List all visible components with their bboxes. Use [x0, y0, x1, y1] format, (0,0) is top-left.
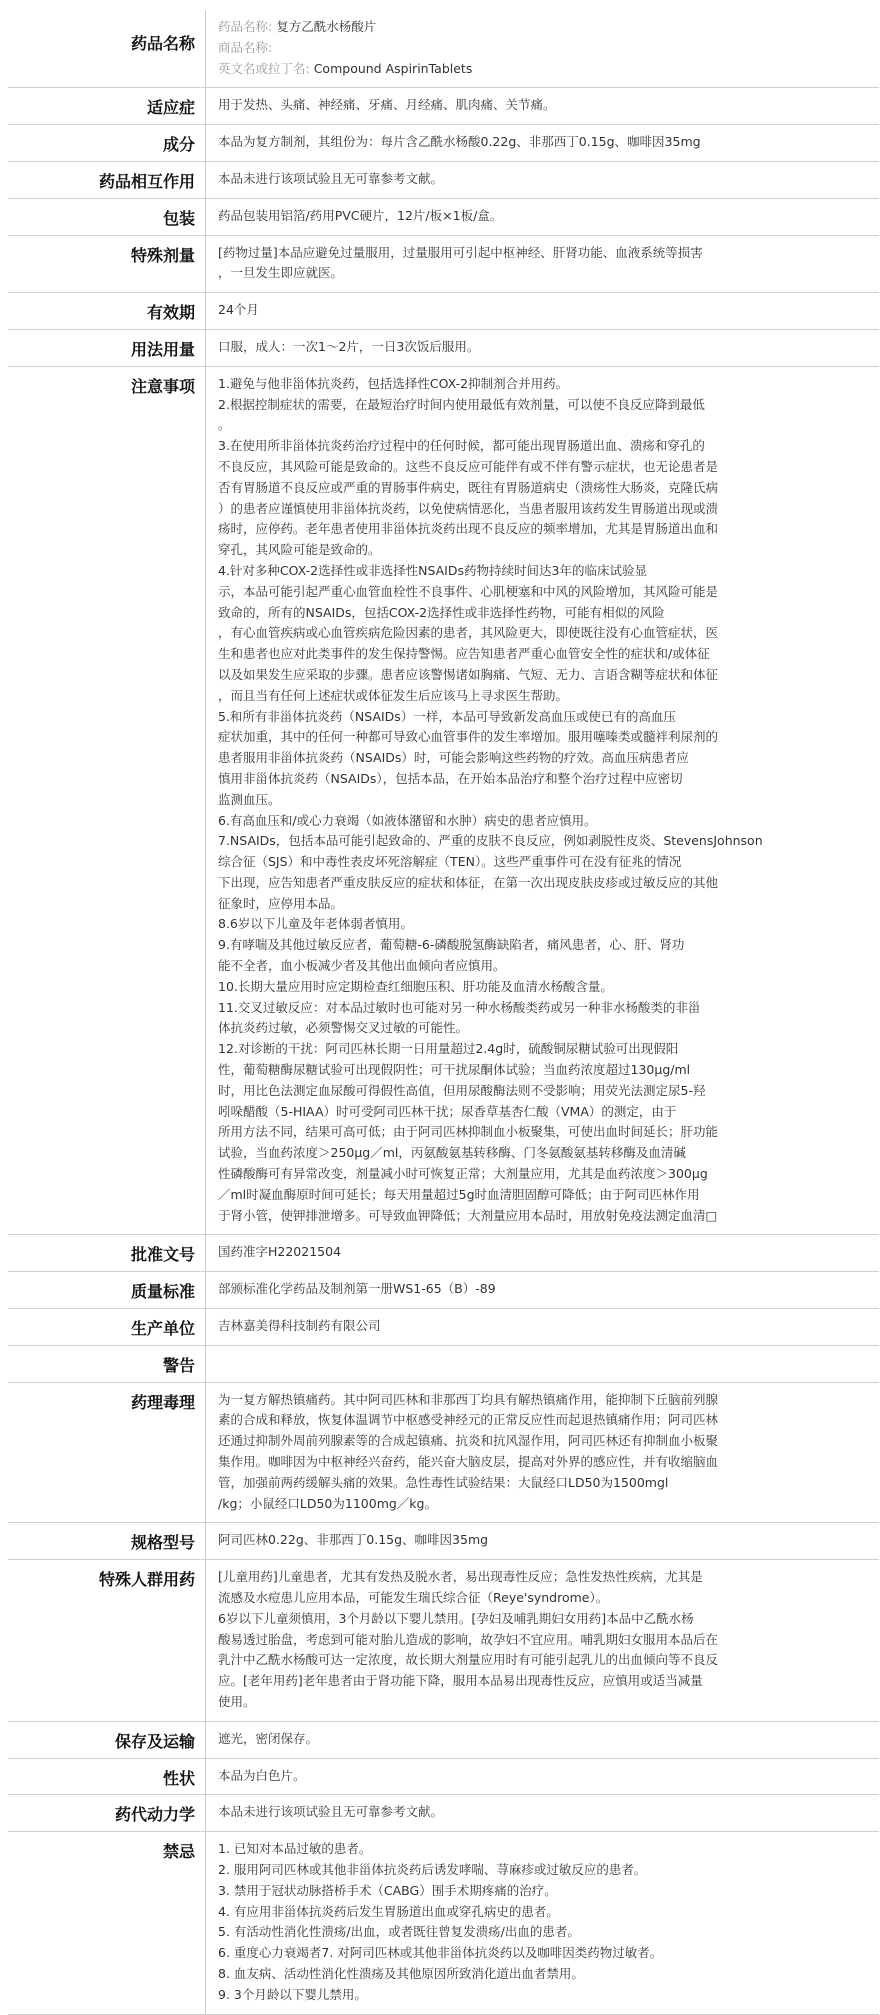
- row-value: [206, 1382, 880, 1523]
- english-name-line: [218, 59, 867, 80]
- row-value-line: 用于发热、头痛、神经痛、牙痛、月经痛、肌肉痛、关节痛。: [218, 97, 556, 113]
- spec-row: [8, 125, 879, 162]
- row-label: 保存及运输: [8, 1721, 206, 1758]
- row-value-line: 否有胃肠道不良反应或严重的胃肠事件病史，既往有胃肠道病史（溃疡性大肠炎，克隆氏病: [218, 479, 719, 495]
- row-value-line: 6. 重度心力衰竭者7. 对阿司匹林或其他非甾体抗炎药以及咖啡因类药物过敏者。: [218, 1945, 663, 1961]
- row-label: 药代动力学: [8, 1795, 206, 1832]
- row-value-line: 流感及水痘患儿应用本品，可能发生瑞氏综合征（Reye'syndrome）。: [218, 1590, 609, 1605]
- spec-row: [8, 1758, 879, 1795]
- row-value-line: 示，本品可能引起严重心血管血栓性不良事件、心肌梗塞和中风的风险增加，其风险可能是: [218, 583, 719, 599]
- row-value-line: 5. 有活动性消化性溃疡/出血，或者既往曾复发溃疡/出血的患者。: [218, 1924, 580, 1940]
- row-value-line: ，而且当有任何上述症状或体征发生后应该马上寻求医生帮助。: [218, 687, 569, 703]
- spec-row: [8, 88, 879, 125]
- row-value-line: 酸易透过胎盘，考虑到可能对胎儿造成的影响，故孕妇不宜应用。哺乳期妇女服用本品后在: [218, 1631, 719, 1647]
- row-value-line: 所用方法不同，结果可高可低；由于阿司匹林抑制血小板聚集，可使出血时间延长；肝功能: [218, 1124, 719, 1140]
- spec-row: [8, 1832, 879, 2014]
- row-label: 用法用量: [8, 329, 206, 366]
- row-value-line: 患者服用非甾体抗炎药（NSAIDs）时，可能会影响这些药物的疗效。高血压病患者应: [218, 750, 689, 766]
- spec-row: [8, 235, 879, 293]
- row-label: 特殊人群用药: [8, 1560, 206, 1722]
- row-label: 有效期: [8, 293, 206, 330]
- spec-row: [8, 1795, 879, 1832]
- row-drug-name: [8, 10, 879, 88]
- row-value-line: 于肾小管，使钾排泄增多。可导致血钾降低；大剂量应用本品时，用放射免疫法测定血清□: [218, 1207, 718, 1223]
- row-value-line: 疡时，应停药。老年患者使用非甾体抗炎药出现不良反应的频率增加，尤其是胃肠道出血和: [218, 521, 719, 537]
- row-label: 药理毒理: [8, 1382, 206, 1523]
- row-value-line: 12.对诊断的干扰：阿司匹林长期一日用量超过2.4g时，硫酸铜尿糖试验可出现假阳: [218, 1041, 679, 1057]
- row-value-line: /kg；小鼠经口LD50为1100mg／kg。: [218, 1495, 437, 1511]
- spec-row: [8, 1309, 879, 1346]
- row-value-line: 8. 血友病、活动性消化性溃疡及其他原因所致消化道出血者禁用。: [218, 1965, 584, 1981]
- spec-row: [8, 366, 879, 1235]
- row-value-line: 1.避免与他非甾体抗炎药，包括选择性COX-2抑制剂合并用药。: [218, 375, 569, 391]
- row-value: [206, 198, 880, 235]
- spec-row: [8, 1272, 879, 1309]
- row-label: 药品相互作用: [8, 161, 206, 198]
- row-value-line: 药品包装用铝箔/药用PVC硬片，12片/板×1板/盒。: [218, 207, 503, 223]
- row-value-line: 2. 服用阿司匹林或其他非甾体抗炎药后诱发哮喘、荨麻疹或过敏反应的患者。: [218, 1861, 647, 1877]
- spec-row: [8, 1560, 879, 1722]
- row-value-line: [药物过量]本品应避免过量服用，过量服用可引起中枢神经、肝肾功能、血液系统等损害: [218, 244, 703, 260]
- row-value-line: 本品未进行该项试验且无可靠参考文献。: [218, 170, 444, 186]
- row-value-line: 7.NSAIDs，包括本品可能引起致命的、严重的皮肤不良反应，例如剥脱性皮炎、StevensJohnson: [218, 833, 763, 849]
- row-value: [206, 1345, 880, 1382]
- row-value-line: 5.和所有非甾体抗炎药（NSAIDs）一样，本品可导致新发高血压或使已有的高血压: [218, 708, 676, 724]
- row-value: [206, 1758, 880, 1795]
- row-value-line: 24个月: [218, 302, 259, 318]
- row-value-line: 本品为复方制剂，其组份为：每片含乙酰水杨酸0.22g、非那西丁0.15g、咖啡因35mg: [218, 134, 701, 150]
- row-value-line: 致命的，所有的NSAIDs，包括COX-2选择性或非选择性药物，可能有相似的风险: [218, 604, 665, 620]
- row-value-line: 征象时，应停用本品。: [218, 895, 344, 911]
- row-label: 质量标准: [8, 1272, 206, 1309]
- row-value: [206, 1721, 880, 1758]
- row-value-line: 症状加重，其中的任何一种都可导致心血管事件的发生率增加。服用噻嗪类或髓袢利尿剂的: [218, 729, 719, 745]
- row-value-line: 遮光，密闭保存。: [218, 1730, 319, 1746]
- row-value: [206, 293, 880, 330]
- row-value-line: 部颁标准化学药品及制剂第一册WS1-65（B）-89: [218, 1281, 496, 1297]
- row-value-line: 3. 禁用于冠状动脉搭桥手术（CABG）围手术期疼痛的治疗。: [218, 1882, 557, 1898]
- trade-name-line: [218, 38, 867, 59]
- row-value: [206, 1832, 880, 2014]
- row-value-line: 管，加强前两药缓解头痛的效果。急性毒性试验结果：大鼠经口LD50为1500mgl: [218, 1474, 669, 1490]
- row-label: 适应症: [8, 88, 206, 125]
- row-label: 包装: [8, 198, 206, 235]
- row-label: 禁忌: [8, 1832, 206, 2014]
- english-name-label: 英文名或拉丁名:: [218, 60, 310, 76]
- row-value-line: 为一复方解热镇痛药。其中阿司匹林和非那西丁均具有解热镇痛作用，能抑制下丘脑前列腺: [218, 1391, 719, 1407]
- row-label: 规格型号: [8, 1523, 206, 1560]
- row-value-line: 使用。: [218, 1693, 256, 1709]
- row-value-line: 6岁以下儿童须慎用，3个月龄以下婴儿禁用。[孕妇及哺乳期妇女用药]本品中乙酰水杨: [218, 1610, 694, 1626]
- row-value-line: 综合征（SJS）和中毒性表皮坏死溶解症（TEN）。这些严重事件可在没有征兆的情况: [218, 854, 682, 870]
- row-value: [206, 10, 880, 88]
- row-value-line: 10.长期大量应用时应定期检查红细胞压积、肝功能及血清水杨酸含量。: [218, 978, 613, 994]
- row-value: [206, 235, 880, 293]
- row-value-line: 生和患者也应对此类事件的发生保持警惕。应告知患者严重心血管安全性的症状和/或体征: [218, 646, 710, 662]
- row-value-line: 9.有哮喘及其他过敏反应者，葡萄糖-6-磷酸脱氢酶缺陷者，痛风患者，心、肝、肾功: [218, 937, 685, 953]
- spec-row: [8, 1345, 879, 1382]
- drug-spec-table: [8, 10, 879, 2015]
- row-value-line: 4. 有应用非甾体抗炎药后发生胃肠道出血或穿孔病史的患者。: [218, 1903, 559, 1919]
- row-value-line: 国药准字H22021504: [218, 1244, 342, 1260]
- row-value-line: 乳汁中乙酰水杨酸可达一定浓度，故长期大剂量应用时有可能引起乳儿的出血倾向等不良反: [218, 1652, 719, 1668]
- row-value: [206, 1235, 880, 1272]
- row-value-line: 11.交叉过敏反应：对本品过敏时也可能对另一种水杨酸类药或另一种非水杨酸类的非甾: [218, 999, 701, 1015]
- row-value-line: 4.针对多种COX-2选择性或非选择性NSAIDs药物持续时间达3年的临床试验显: [218, 562, 647, 578]
- row-value: [206, 329, 880, 366]
- row-value-line: [儿童用药]儿童患者，尤其有发热及脱水者，易出现毒性反应；急性发热性疾病，尤其是: [218, 1569, 703, 1585]
- row-label: 警告: [8, 1345, 206, 1382]
- spec-row: [8, 198, 879, 235]
- row-value-line: 体抗炎药过敏，必须警惕交叉过敏的可能性。: [218, 1020, 469, 1036]
- row-value-line: 9. 3个月龄以下婴儿禁用。: [218, 1986, 367, 2002]
- row-value-line: ，有心血管疾病或心血管疾病危险因素的患者，其风险更大，即使既往没有心血管症状，医: [218, 625, 719, 641]
- row-value: [206, 88, 880, 125]
- row-value-line: 本品为白色片。: [218, 1767, 306, 1783]
- spec-row: [8, 1235, 879, 1272]
- generic-name-label: 药品名称:: [218, 19, 273, 34]
- trade-name-label: 商品名称:: [218, 39, 273, 55]
- row-value-line: ，一旦发生即应就医。: [218, 265, 344, 281]
- row-value-line: 阿司匹林0.22g、非那西丁0.15g、咖啡因35mg: [218, 1532, 489, 1548]
- row-value: [206, 125, 880, 162]
- row-value: [206, 1795, 880, 1832]
- row-value-line: 吲哚醋酸（5-HIAA）时可受阿司匹林干扰；尿香草基杏仁酸（VMA）的测定，由于: [218, 1103, 677, 1119]
- spec-row: [8, 161, 879, 198]
- row-value: [206, 1560, 880, 1722]
- row-value-line: 慎用非甾体抗炎药（NSAIDs），包括本品，在开始本品治疗和整个治疗过程中应密切: [218, 770, 683, 786]
- spec-row: [8, 1523, 879, 1560]
- row-value-line: 本品未进行该项试验且无可靠参考文献。: [218, 1804, 444, 1820]
- row-label: 药品名称: [8, 10, 206, 88]
- row-value-line: 。: [218, 417, 231, 433]
- row-value-line: 集作用。咖啡因为中枢神经兴奋药，能兴奋大脑皮层，提高对外界的感应性，并有收缩脑血: [218, 1454, 719, 1470]
- row-value-line: 试验，当血药浓度＞250μg／ml，丙氨酸氨基转移酶、门冬氨酸氨基转移酶及血清碱: [218, 1145, 686, 1161]
- row-value: [206, 1523, 880, 1560]
- row-value-line: 吉林嘉美得科技制药有限公司: [218, 1318, 381, 1334]
- spec-row: [8, 1382, 879, 1523]
- row-value-line: 性磷酸酶可有异常改变，剂量减小时可恢复正常；大剂量应用，尤其是血药浓度＞300μg: [218, 1166, 708, 1182]
- row-value-line: 以及如果发生应采取的步骤。患者应该警惕诸如胸痛、气短、无力、言语含糊等症状和体征: [218, 666, 719, 682]
- row-label: 注意事项: [8, 366, 206, 1235]
- row-label: 生产单位: [8, 1309, 206, 1346]
- row-value-line: ）的患者应谨慎使用非甾体抗炎药，以免使病情恶化，当患者服用该药发生胃肠道出现或溃: [218, 500, 719, 516]
- row-value-line: 6.有高血压和/或心力衰竭（如液体潴留和水肿）病史的患者应慎用。: [218, 812, 597, 828]
- row-value-line: 应。[老年用药]老年患者由于肾功能下降，服用本品易出现毒性反应，应慎用或适当减量: [218, 1673, 703, 1689]
- row-value-line: 能不全者，血小板减少者及其他出血倾向者应慎用。: [218, 958, 506, 974]
- row-value-line: 性，葡萄糖酶尿糖试验可出现假阴性；可干扰尿酮体试验；当血药浓度超过130μg/ml: [218, 1062, 691, 1078]
- row-label: 成分: [8, 125, 206, 162]
- row-label: 特殊剂量: [8, 235, 206, 293]
- spec-row: [8, 293, 879, 330]
- spec-row: [8, 329, 879, 366]
- generic-name-value: 复方乙酰水杨酸片: [276, 19, 377, 34]
- row-value-line: 1. 已知对本品过敏的患者。: [218, 1841, 372, 1857]
- row-value-line: 不良反应，其风险可能是致命的。这些不良反应可能伴有或不伴有警示症状，也无论患者是: [218, 458, 719, 474]
- spec-row: [8, 1721, 879, 1758]
- row-value-line: 3.在使用所非甾体抗炎药治疗过程中的任何时候，都可能出现胃肠道出血、溃疡和穿孔的: [218, 438, 705, 454]
- row-value-line: 监测血压。: [218, 791, 281, 807]
- row-value-line: ／ml时凝血酶原时间可延长；每天用量超过5g时血清胆固醇可降低；由于阿司匹林作用: [218, 1186, 700, 1202]
- english-name-value: Compound AspirinTablets: [313, 60, 473, 76]
- row-value-line: 2.根据控制症状的需要，在最短治疗时间内使用最低有效剂量，可以使不良反应降到最低: [218, 396, 705, 412]
- row-value: [206, 1272, 880, 1309]
- row-value: [206, 366, 880, 1235]
- row-value-line: 时，用比色法测定血尿酸可得假性高值，但用尿酸酶法则不受影响；用荧光法测定尿5-羟: [218, 1082, 706, 1098]
- row-value-line: 下出现，应告知患者严重皮肤反应的症状和体征，在第一次出现皮肤皮疹或过敏反应的其他: [218, 874, 719, 890]
- row-value-line: 还通过抑制外周前列腺素等的合成起镇痛、抗炎和抗风湿作用，阿司匹林还有抑制血小板聚: [218, 1433, 719, 1449]
- row-value-line: 穿孔，其风险可能是致命的。: [218, 542, 381, 558]
- row-value: [206, 1309, 880, 1346]
- row-value-line: 素的合成和释放，恢复体温调节中枢感受神经元的正常反应性而起退热镇痛作用；阿司匹林: [218, 1412, 719, 1428]
- row-value-line: 口服，成人：一次1～2片，一日3次饭后服用。: [218, 338, 480, 354]
- row-value-line: 8.6岁以下儿童及年老体弱者慎用。: [218, 916, 413, 932]
- generic-name-line: [218, 17, 867, 38]
- row-value-line: [218, 1353, 867, 1374]
- row-label: 批准文号: [8, 1235, 206, 1272]
- row-label: 性状: [8, 1758, 206, 1795]
- row-value: [206, 161, 880, 198]
